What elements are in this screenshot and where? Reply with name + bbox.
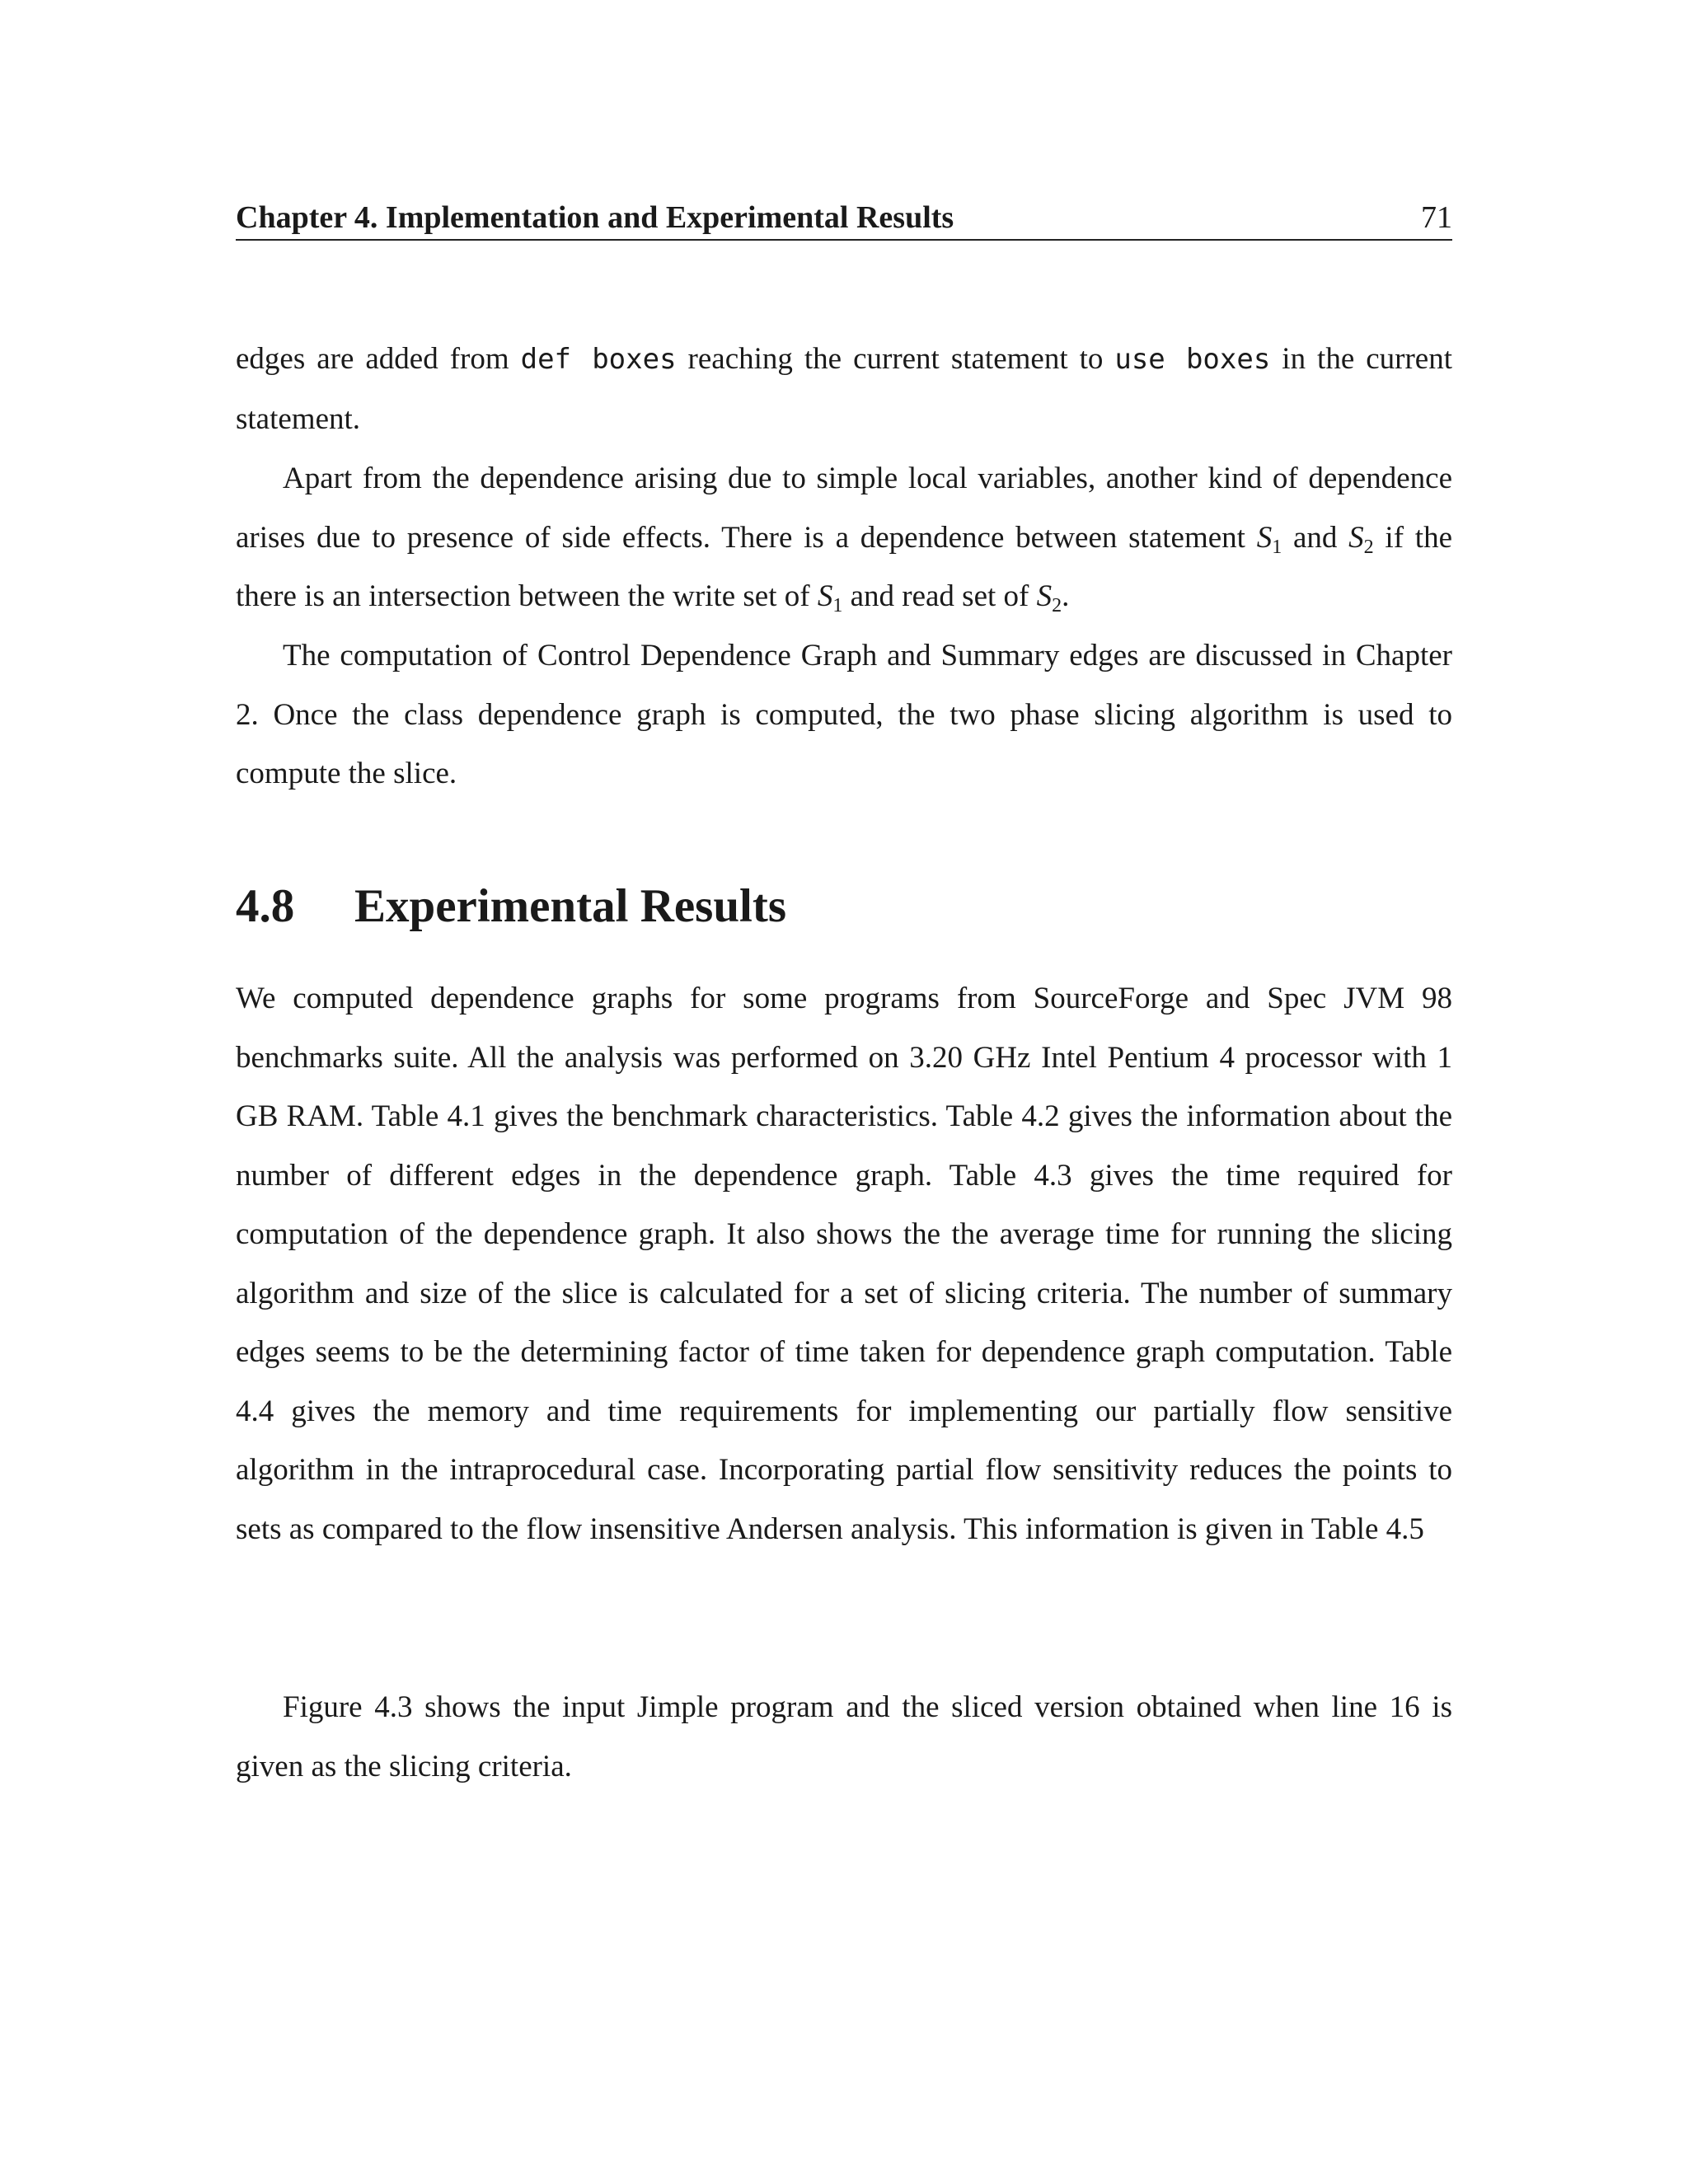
code-use-boxes: use boxes (1114, 343, 1271, 376)
p1-text-2: reaching the current statement to (676, 342, 1115, 376)
p2-text-5: . (1062, 579, 1070, 613)
paragraph-side-effects (236, 449, 1452, 626)
section-number: 4.8 (236, 880, 295, 932)
math-s1-write: $S_1$ (817, 579, 843, 616)
p1-text-1: edges are added from (236, 342, 521, 376)
p2-text-2: and (1282, 520, 1349, 555)
p1-text-3: in the current statement. (236, 342, 1452, 436)
p2-text-3: if the there is an intersection between the write set of (236, 520, 1452, 613)
p2-text-4: and read set of (842, 579, 1037, 613)
math-s2: $S_2$ (1348, 520, 1374, 558)
paragraph-experimental-results: We computed dependence graphs for some programs from SourceForge and Spec JVM 98 benchmarks suite. All the analysis was performed on 3.20 GHz Intel Pentium 4 processor with 1 GB RAM. Table 4.1 gives the benchmark characteristics. Table 4.2 gives the information about the number of different edges in the dependence graph. Table 4.3 gives the time required for computation of the dependence graph. It also shows the the average time for running the slicing algorithm and size of the slice is calculated for a set of slicing criteria. The number of summary edges seems to be the determining factor of time taken for dependence graph computation. Table 4.4 gives the memory and time requirements for implementing our partially flow sensitive algorithm in the intraprocedural case. Incorporating partial flow sensitivity reduces the points to sets as compared to the flow insensitive Andersen analysis. This information is given in Table 4.5 (236, 982, 1452, 1546)
p2-text-1: Apart from the dependence arising due to simple local variables, another kind of dependence arises due to presence of side effects. There is a dependence between statement (236, 462, 1452, 555)
math-s2-read: $S_2$ (1036, 579, 1062, 616)
running-header (236, 196, 1452, 241)
paragraph-def-use-edges (236, 330, 1452, 448)
section-heading (236, 874, 1452, 940)
section-title: Experimental Results (354, 880, 787, 932)
paragraph-figure-reference: Figure 4.3 shows the input Jimple program and the sliced version obtained when line 16 is given as the slicing criteria. (236, 1690, 1452, 1783)
running-header-title: Chapter 4. Implementation and Experimental Results (236, 200, 954, 235)
paragraph-control-dependence: The computation of Control Dependence Graph and Summary edges are discussed in Chapter 2. Once the class dependence graph is computed, the two phase slicing algorithm is used to compute the slice. (236, 639, 1452, 790)
math-s1: $S_1$ (1256, 520, 1282, 558)
document-page (236, 0, 1452, 2184)
page-number: 71 (1421, 200, 1452, 235)
code-def-boxes: def boxes (520, 343, 677, 376)
